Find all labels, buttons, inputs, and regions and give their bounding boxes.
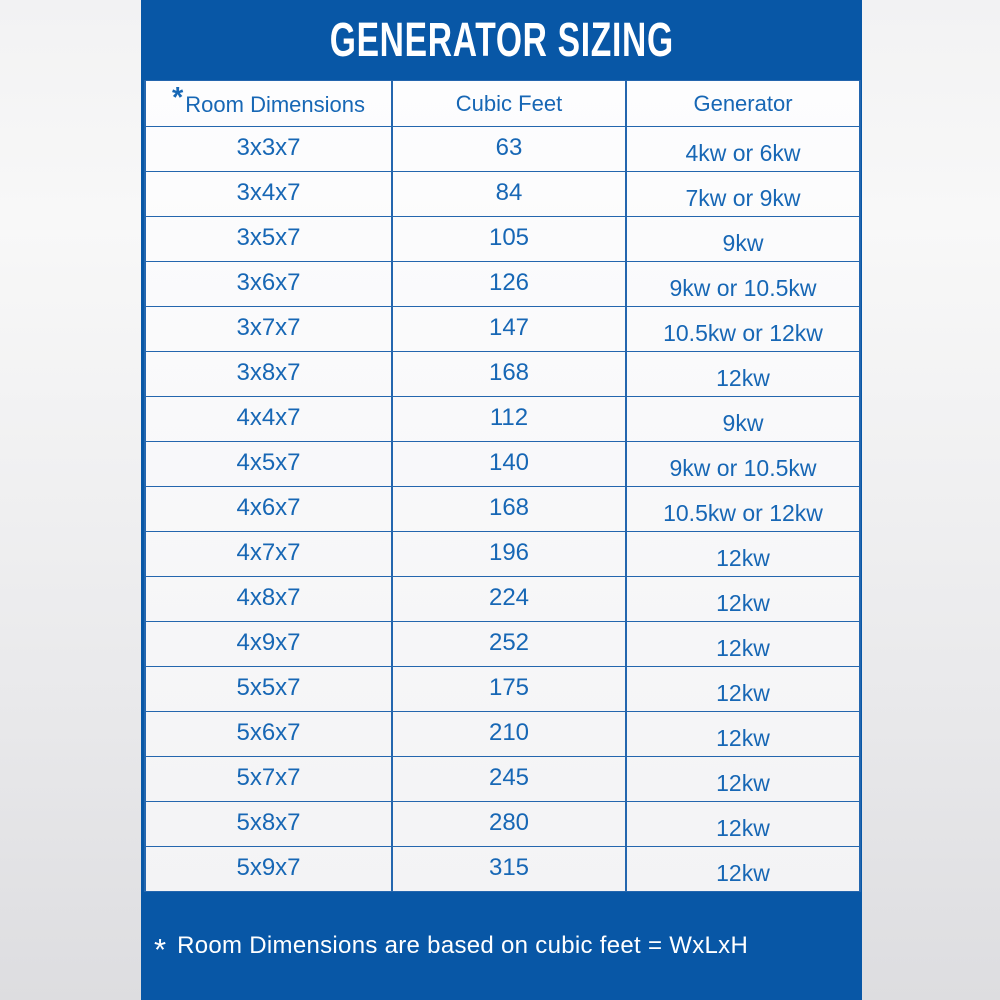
cell-room-dimensions: 5x6x7 [145,712,392,757]
footnote-bar [141,892,862,1000]
cell-cubic-feet: 84 [392,172,626,217]
footnote-asterisk-mark: * [154,931,167,967]
cell-generator: 12kw [626,352,860,397]
table-row [145,397,860,442]
cell-generator: 4kw or 6kw [626,127,860,172]
cell-cubic-feet: 210 [392,712,626,757]
table-row [145,217,860,262]
cell-cubic-feet: 140 [392,442,626,487]
cell-generator: 9kw or 10.5kw [626,262,860,307]
table-row [145,442,860,487]
table-row [145,532,860,577]
cell-cubic-feet: 175 [392,667,626,712]
table-row [145,577,860,622]
cell-generator: 9kw [626,397,860,442]
table-row [145,487,860,532]
cell-room-dimensions: 4x8x7 [145,577,392,622]
cell-cubic-feet: 126 [392,262,626,307]
page-title: GENERATOR SIZING [329,13,674,67]
cell-room-dimensions: 3x6x7 [145,262,392,307]
sizing-table-body [145,127,860,892]
table-row [145,622,860,667]
cell-room-dimensions: 3x4x7 [145,172,392,217]
table-row [145,127,860,172]
cell-room-dimensions: 4x4x7 [145,397,392,442]
sizing-table-head [145,81,860,127]
header-asterisk-mark: * [171,82,184,114]
cell-generator: 12kw [626,847,860,892]
cell-cubic-feet: 245 [392,757,626,802]
cell-room-dimensions: 5x8x7 [145,802,392,847]
cell-cubic-feet: 112 [392,397,626,442]
cell-generator: 12kw [626,712,860,757]
header-cubic-feet: Cubic Feet [392,81,626,127]
cell-cubic-feet: 315 [392,847,626,892]
cell-generator: 12kw [626,757,860,802]
cell-room-dimensions: 4x5x7 [145,442,392,487]
header-row [145,81,860,127]
cell-room-dimensions: 4x6x7 [145,487,392,532]
cell-generator: 12kw [626,532,860,577]
cell-room-dimensions: 4x9x7 [145,622,392,667]
cell-cubic-feet: 105 [392,217,626,262]
footnote-text: Room Dimensions are based on cubic feet = WxLxH [177,932,749,959]
header-generator: Generator [626,81,860,127]
cell-generator: 12kw [626,802,860,847]
cell-room-dimensions: 3x7x7 [145,307,392,352]
header-room-dimensions-label: Room Dimensions [185,92,366,117]
cell-generator: 12kw [626,622,860,667]
generator-sizing-panel [141,0,862,1000]
header-room-dimensions [145,81,392,127]
table-row [145,802,860,847]
cell-room-dimensions: 5x9x7 [145,847,392,892]
cell-generator: 12kw [626,667,860,712]
cell-room-dimensions: 5x7x7 [145,757,392,802]
table-row [145,847,860,892]
cell-cubic-feet: 280 [392,802,626,847]
cell-cubic-feet: 224 [392,577,626,622]
title-bar [141,0,862,80]
cell-generator: 9kw [626,217,860,262]
cell-cubic-feet: 196 [392,532,626,577]
table-row [145,352,860,397]
table-row [145,757,860,802]
cell-room-dimensions: 3x8x7 [145,352,392,397]
table-row [145,262,860,307]
cell-room-dimensions: 4x7x7 [145,532,392,577]
table-row [145,172,860,217]
cell-room-dimensions: 3x5x7 [145,217,392,262]
cell-generator: 9kw or 10.5kw [626,442,860,487]
table-row [145,712,860,757]
cell-cubic-feet: 63 [392,127,626,172]
cell-cubic-feet: 168 [392,352,626,397]
cell-generator: 7kw or 9kw [626,172,860,217]
cell-cubic-feet: 147 [392,307,626,352]
table-row [145,307,860,352]
cell-room-dimensions: 3x3x7 [145,127,392,172]
cell-generator: 12kw [626,577,860,622]
cell-room-dimensions: 5x5x7 [145,667,392,712]
cell-generator: 10.5kw or 12kw [626,487,860,532]
cell-generator: 10.5kw or 12kw [626,307,860,352]
table-row [145,667,860,712]
cell-cubic-feet: 252 [392,622,626,667]
cell-cubic-feet: 168 [392,487,626,532]
sizing-table [144,80,861,892]
